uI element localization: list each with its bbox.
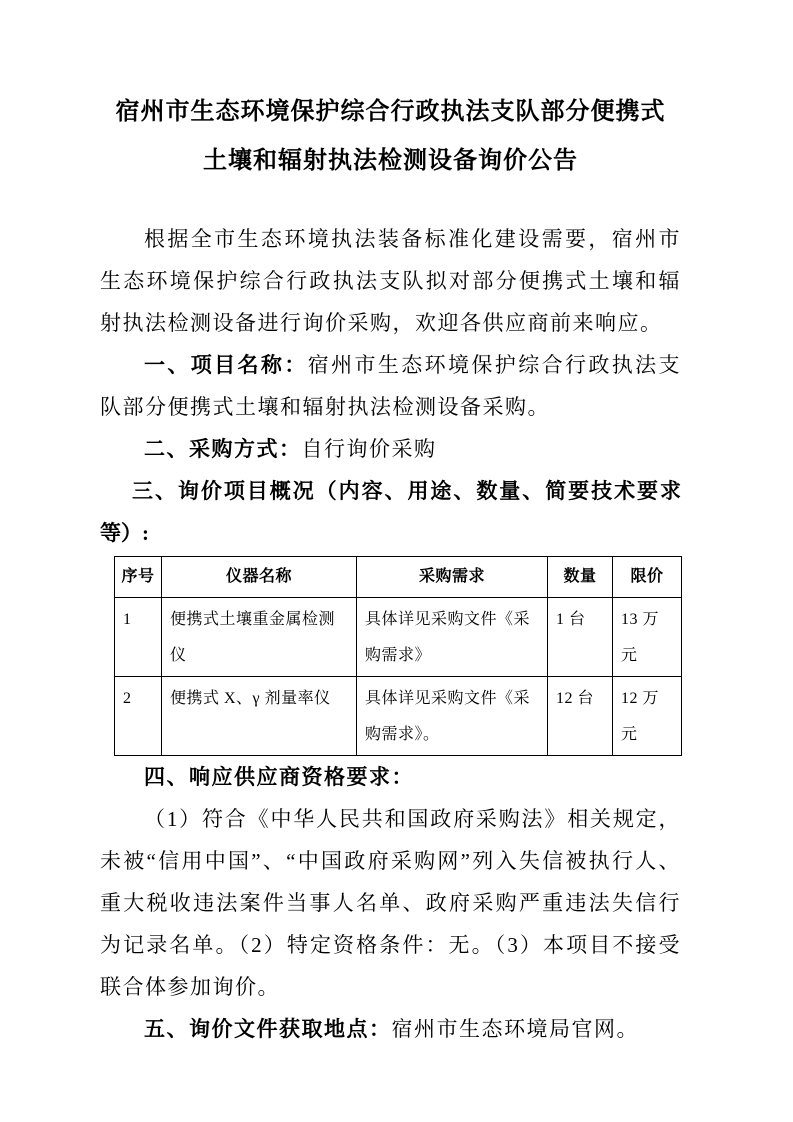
section-5-text: 宿州市生态环境局官网。 bbox=[391, 1017, 639, 1041]
document-title bbox=[100, 88, 681, 186]
header-cell-name: 仪器名称 bbox=[162, 557, 357, 598]
cell-need: 具体详见采购文件《采购需求》 bbox=[357, 598, 548, 677]
table-header-row bbox=[115, 557, 682, 598]
table-row bbox=[115, 677, 682, 756]
header-cell-price: 限价 bbox=[613, 557, 682, 598]
cell-price: 13 万元 bbox=[613, 598, 682, 677]
section-5-label: 五、询价文件获取地点： bbox=[144, 1017, 392, 1041]
title-line-1: 宿州市生态环境保护综合行政执法支队部分便携式 bbox=[115, 99, 666, 125]
items-table-header bbox=[115, 557, 682, 598]
cell-name: 便携式土壤重金属检测仪 bbox=[162, 598, 357, 677]
section-4-label: 四、响应供应商资格要求： bbox=[144, 765, 414, 789]
cell-qty: 12 台 bbox=[548, 677, 613, 756]
cell-qty: 1 台 bbox=[548, 598, 613, 677]
cell-no: 1 bbox=[115, 598, 162, 677]
section-2-text: 自行询价采购 bbox=[301, 437, 437, 461]
section-1-label: 一、项目名称： bbox=[144, 353, 308, 377]
section-2-procurement-method bbox=[100, 428, 681, 470]
title-line-2: 土壤和辐射执法检测设备询价公告 bbox=[203, 148, 578, 174]
cell-need: 具体详见采购文件《采购需求》。 bbox=[357, 677, 548, 756]
header-cell-need: 采购需求 bbox=[357, 557, 548, 598]
section-2-label: 二、采购方式： bbox=[144, 437, 302, 461]
section-4-qualification-body: （1）符合《中华人民共和国政府采购法》相关规定，未被“信用中国”、“中国政府采购网”列入失信被执行人、重大税收违法案件当事人名单、政府采购严重违法失信行为记录名单。（2）特定资格条件：无。（3）本项目不接受联合体参加询价。 bbox=[100, 807, 681, 999]
section-1-project-name bbox=[100, 344, 681, 428]
cell-price: 12 万元 bbox=[613, 677, 682, 756]
section-3-overview-heading: 三、询价项目概况（内容、用途、数量、简要技术要求等）: bbox=[100, 479, 681, 545]
section-1-text: 宿州市生态环境保护综合行政执法支队部分便携式土壤和辐射执法检测设备采购。 bbox=[100, 353, 682, 419]
section-5-document-location bbox=[100, 1008, 681, 1050]
header-cell-qty: 数量 bbox=[548, 557, 613, 598]
section-4-qualification-heading bbox=[100, 756, 681, 798]
header-cell-no: 序号 bbox=[115, 557, 162, 598]
items-table-body bbox=[115, 598, 682, 756]
cell-name: 便携式 X、γ 剂量率仪 bbox=[162, 677, 357, 756]
intro-paragraph: 根据全市生态环境执法装备标准化建设需要，宿州市生态环境保护综合行政执法支队拟对部分便携式土壤和辐射执法检测设备进行询价采购，欢迎各供应商前来响应。 bbox=[100, 227, 681, 335]
table-row bbox=[115, 598, 682, 677]
cell-no: 2 bbox=[115, 677, 162, 756]
items-table bbox=[114, 556, 682, 756]
